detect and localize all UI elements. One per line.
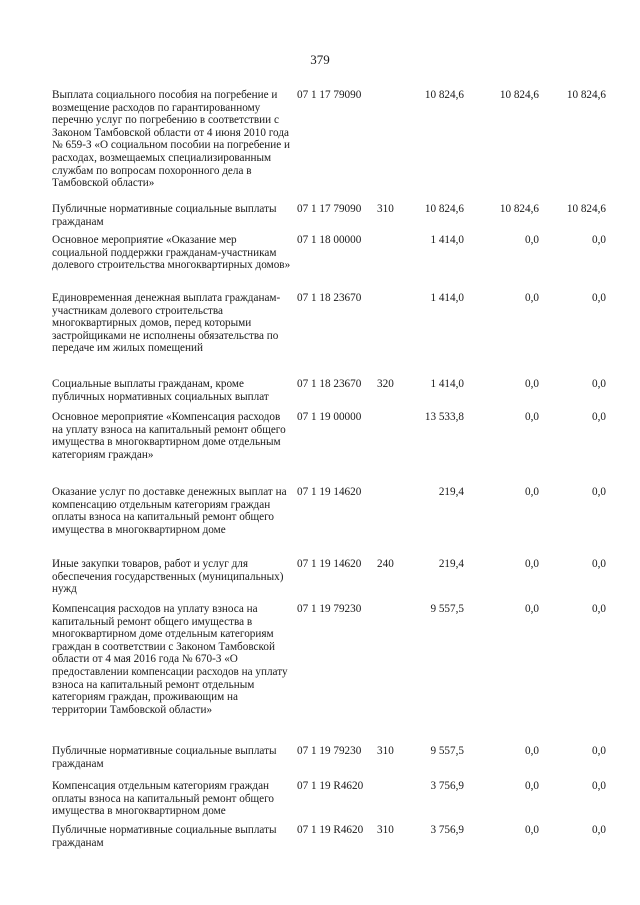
row-name: Социальные выплаты гражданам, кроме публичных нормативных социальных выплат: [52, 378, 269, 403]
row-value-1: 219,4: [438, 558, 464, 570]
row-code: 07 1 18 00000: [297, 234, 362, 246]
row-value-2: 0,0: [525, 234, 539, 246]
row-value-1: 1 414,0: [430, 292, 464, 304]
row-value-3: 0,0: [592, 292, 606, 304]
row-value-1: 9 557,5: [430, 603, 464, 615]
row-code: 07 1 19 79230: [297, 603, 362, 615]
row-name: Выплата социального пособия на погребение и возмещение расходов по гарантированному перечню услуг по погребению в соответствии с Законом Тамбовской области от 4 июня 2010 года № 659-З «О социальном пособии на погребение и расходах, возмещаемых специализированным службам по вопросам похоронного дела в Тамбовской области»: [52, 89, 290, 190]
row-expense-type: 310: [377, 203, 394, 215]
row-name: Основное мероприятие «Оказание мер социальной поддержки гражданам-участникам долевого строительства многоквартирных домов»: [52, 234, 291, 272]
row-value-1: 1 414,0: [430, 378, 464, 390]
row-value-1: 3 756,9: [430, 780, 464, 792]
table-row: [0, 411, 640, 486]
row-value-2: 0,0: [525, 292, 539, 304]
row-value-1: 3 756,9: [430, 824, 464, 836]
row-value-3: 0,0: [592, 780, 606, 792]
row-value-2: 0,0: [525, 824, 539, 836]
row-code: 07 1 19 R4620: [297, 824, 364, 836]
budget-table: [0, 89, 640, 854]
row-value-2: 10 824,6: [499, 203, 539, 215]
table-row: [0, 745, 640, 780]
row-name: Оказание услуг по доставке денежных выплат на компенсацию отдельным категориям граждан оплаты взноса на капитальный ремонт общего имущества в многоквартирном доме: [52, 486, 287, 536]
row-value-3: 0,0: [592, 745, 606, 757]
row-value-3: 0,0: [592, 411, 606, 423]
row-code: 07 1 19 R4620: [297, 780, 364, 792]
row-name: Публичные нормативные социальные выплаты гражданам: [52, 745, 277, 770]
row-expense-type: 240: [377, 558, 394, 570]
table-row: [0, 558, 640, 603]
row-code: 07 1 19 14620: [297, 558, 362, 570]
row-code: 07 1 19 79230: [297, 745, 362, 757]
row-code: 07 1 19 00000: [297, 411, 362, 423]
row-expense-type: 310: [377, 745, 394, 757]
row-name: Компенсация отдельным категориям граждан оплаты взноса на капитальный ремонт общего имущества в многоквартирном доме: [52, 780, 275, 818]
row-code: 07 1 19 14620: [297, 486, 362, 498]
row-value-3: 0,0: [592, 234, 606, 246]
table-row: [0, 292, 640, 378]
row-value-3: 10 824,6: [566, 203, 606, 215]
table-row: [0, 780, 640, 824]
table-row: [0, 378, 640, 411]
row-value-3: 0,0: [592, 486, 606, 498]
row-value-3: 0,0: [592, 603, 606, 615]
row-code: 07 1 17 79090: [297, 203, 362, 215]
row-value-1: 10 824,6: [424, 203, 464, 215]
row-name: Иные закупки товаров, работ и услуг для обеспечения государственных (муниципальных) нужд: [52, 558, 284, 596]
row-value-2: 0,0: [525, 378, 539, 390]
row-value-1: 10 824,6: [424, 89, 464, 101]
row-value-2: 0,0: [525, 558, 539, 570]
row-value-2: 0,0: [525, 486, 539, 498]
table-row: [0, 824, 640, 854]
row-value-3: 0,0: [592, 824, 606, 836]
row-value-3: 0,0: [592, 558, 606, 570]
row-value-3: 10 824,6: [566, 89, 606, 101]
row-value-1: 1 414,0: [430, 234, 464, 246]
row-name: Публичные нормативные социальные выплаты гражданам: [52, 203, 277, 228]
row-value-3: 0,0: [592, 378, 606, 390]
row-value-2: 10 824,6: [499, 89, 539, 101]
row-expense-type: 320: [377, 378, 394, 390]
table-row: [0, 234, 640, 292]
row-value-2: 0,0: [525, 780, 539, 792]
row-code: 07 1 17 79090: [297, 89, 362, 101]
row-name: Компенсация расходов на уплату взноса на капитальный ремонт общего имущества в многоквартирном доме отдельным категориям граждан в соответствии с Законом Тамбовской области от 4 мая 2016 года № 670-З «О предоставлении компенсации расходов на уплату взноса на капитальный ремонт отдельным категориям граждан, проживающим на территории Тамбовской области»: [52, 603, 288, 716]
row-name: Публичные нормативные социальные выплаты гражданам: [52, 824, 277, 849]
table-row: [0, 486, 640, 558]
row-value-2: 0,0: [525, 603, 539, 615]
table-row: [0, 89, 640, 203]
row-code: 07 1 18 23670: [297, 378, 362, 390]
row-expense-type: 310: [377, 824, 394, 836]
row-value-1: 13 533,8: [424, 411, 464, 423]
row-code: 07 1 18 23670: [297, 292, 362, 304]
row-name: Основное мероприятие «Компенсация расходов на уплату взноса на капитальный ремонт общего имущества в многоквартирном доме отдельным категориям граждан»: [52, 411, 286, 461]
table-row: [0, 203, 640, 234]
row-value-1: 219,4: [438, 486, 464, 498]
row-value-1: 9 557,5: [430, 745, 464, 757]
row-value-2: 0,0: [525, 745, 539, 757]
table-row: [0, 603, 640, 745]
page-number: 379: [310, 52, 330, 67]
row-value-2: 0,0: [525, 411, 539, 423]
row-name: Единовременная денежная выплата гражданам-участникам долевого строительства многоквартирных домов, перед которыми застройщиками не исполнены обязательства по передаче им жилых помещений: [52, 292, 281, 355]
